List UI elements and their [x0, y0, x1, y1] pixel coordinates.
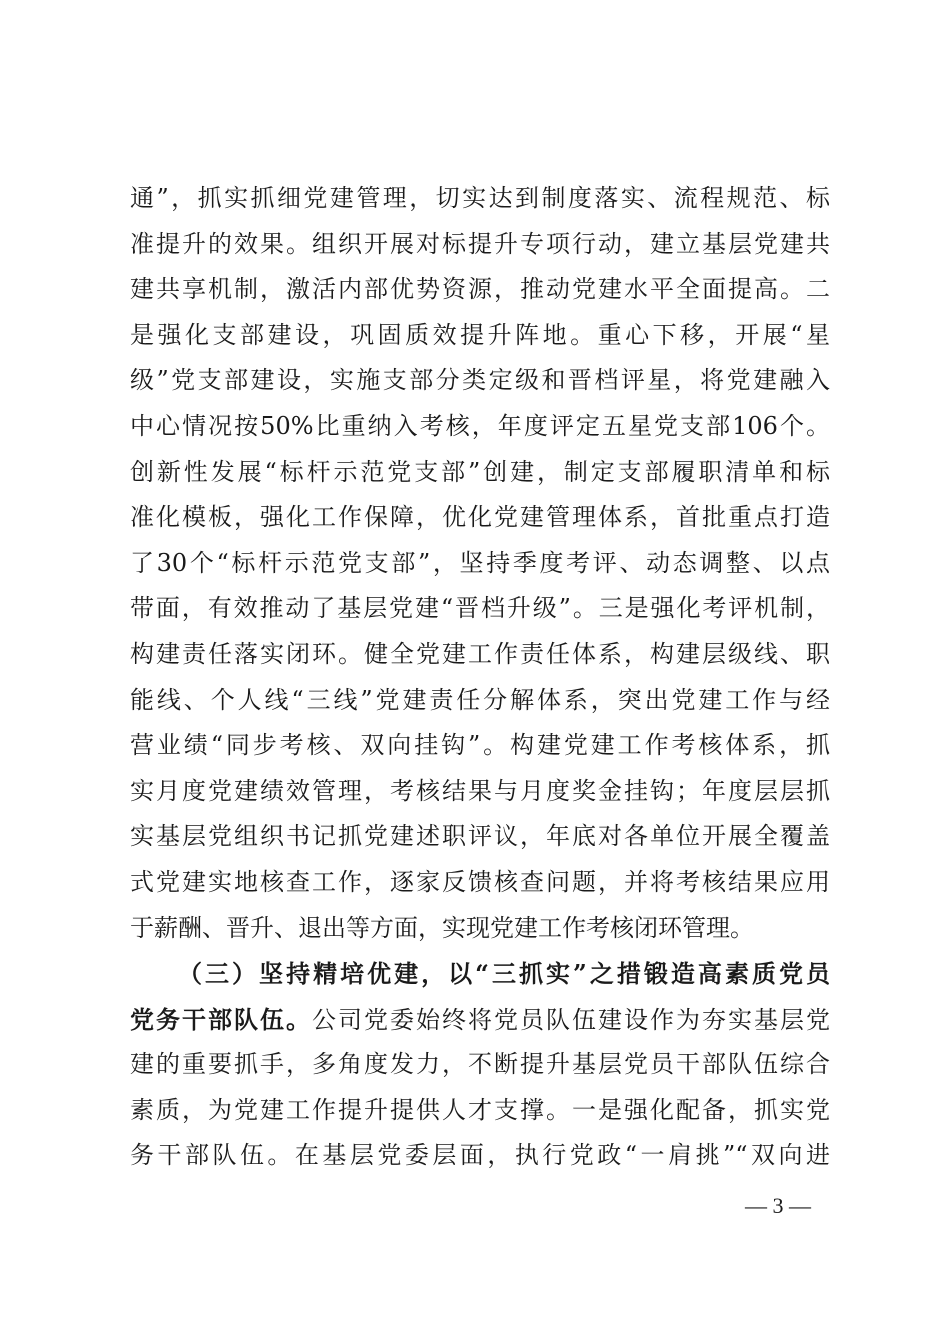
text-line: 营业绩“同步考核、双向挂钩”。构建党建工作考核体系，抓	[130, 731, 830, 760]
text-line: 素质，为党建工作提升提供人才支撑。一是强化配备，抓实党	[130, 1095, 830, 1124]
text-line: 务干部队伍。在基层党委层面，执行党政“一肩挑”“双向进	[130, 1141, 830, 1170]
text-line: 能线、个人线“三线”党建责任分解体系，突出党建工作与经	[130, 685, 830, 714]
body-text	[130, 176, 830, 1179]
text-line: 建的重要抓手，多角度发力，不断提升基层党员干部队伍综合	[130, 1050, 830, 1079]
text-line: 准化模板，强化工作保障，优化党建管理体系，首批重点打造	[130, 503, 830, 532]
text-line: 实月度党建绩效管理，考核结果与月度奖金挂钩；年度层层抓	[130, 776, 830, 805]
text-line: 实基层党组织书记抓党建述职评议，年底对各单位开展全覆盖	[130, 822, 830, 851]
text-line: 中心情况按50%比重纳入考核，年度评定五星党支部106个。	[130, 411, 830, 440]
text-line: 于薪酬、晋升、退出等方面，实现党建工作考核闭环管理。	[130, 913, 754, 942]
section-heading-end: 党务干部队伍。	[130, 1004, 312, 1034]
section-lead-text: 公司党委始终将党员队伍建设作为夯实基层党	[312, 1005, 830, 1034]
text-line: 创新性发展“标杆示范党支部”创建，制定支部履职清单和标	[130, 457, 830, 486]
text-line: 级”党支部建设，实施支部分类定级和晋档评星，将党建融入	[130, 366, 830, 395]
text-line: 通”，抓实抓细党建管理，切实达到制度落实、流程规范、标	[130, 184, 830, 212]
section-heading: （三）坚持精培优建，以“三抓实”之措锻造高素质党员	[178, 959, 830, 989]
text-line: 式党建实地核查工作，逐家反馈核查问题，并将考核结果应用	[130, 867, 830, 896]
text-line: 准提升的效果。组织开展对标提升专项行动，建立基层党建共	[130, 229, 830, 258]
text-line: 带面，有效推动了基层党建“晋档升级”。三是强化考评机制，	[130, 594, 830, 623]
text-line: 构建责任落实闭环。健全党建工作责任体系，构建层级线、职	[130, 639, 830, 668]
section-heading-continuation	[130, 997, 830, 1043]
text-line: 了30个“标杆示范党支部”，坚持季度考评、动态调整、以点	[130, 548, 830, 577]
text-line: 建共享机制，激活内部优势资源，推动党建水平全面提高。二	[130, 275, 830, 304]
text-line: 是强化支部建设，巩固质效提升阵地。重心下移，开展“星	[130, 320, 830, 349]
page-number: — 3 —	[745, 1193, 811, 1218]
